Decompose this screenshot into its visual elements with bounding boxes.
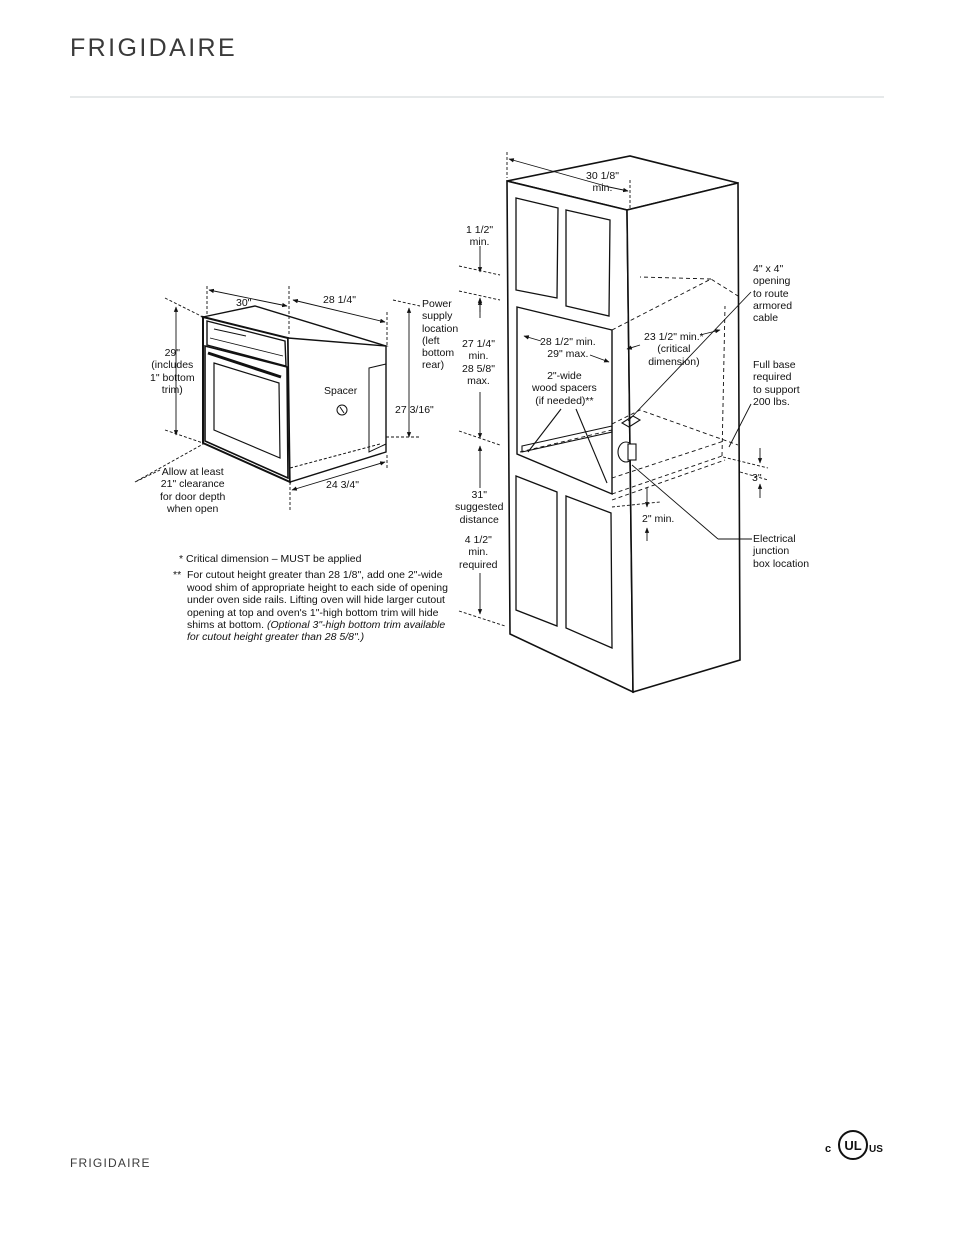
oven-base-depth-label: 24 3/4" <box>326 479 359 491</box>
power-supply-label: Power supply location (left bottom rear) <box>422 298 459 372</box>
cabinet-width-label: 30 1/8" min. <box>586 170 619 195</box>
cable-opening-label: 4" x 4" opening to route armored cable <box>753 263 793 325</box>
top-gap-label: 1 1/2" min. <box>466 224 494 249</box>
cutout-depth-label: 23 1/2" min.* (critical dimension) <box>644 331 704 368</box>
door-clearance-label: Allow at least 21" clearance for door depth when open <box>160 466 226 515</box>
cutout-width-label: 28 1/2" min. 29" max. <box>540 336 596 361</box>
ul-us-text: US <box>869 1144 883 1155</box>
brand-name-footer: FRIGIDAIRE <box>70 1156 151 1170</box>
installation-notes <box>173 553 458 644</box>
ul-certification-icon <box>820 1128 886 1162</box>
floor-gap-label: 4 1/2" min. required <box>459 534 498 571</box>
brand-name-header: FRIGIDAIRE <box>70 34 238 62</box>
oven-width-label: 30" <box>236 297 252 309</box>
critical-dimension-note: * Critical dimension – MUST be applied <box>179 553 362 565</box>
oven-side-height-label: 27 3/16" <box>395 404 434 416</box>
base-height-label: 3" <box>752 472 762 484</box>
shim-note-marker: ** <box>173 569 182 582</box>
brand-logo-footer <box>70 1156 151 1170</box>
oven-height-label: 29" (includes 1" bottom trim) <box>150 347 195 396</box>
shim-note <box>173 569 458 643</box>
ul-c-text: c <box>825 1143 832 1155</box>
full-base-label: Full base required to support 200 lbs. <box>753 359 800 408</box>
suggested-distance-label: 31" suggested distance <box>455 489 504 526</box>
bottom-gap-label: 2" min. <box>642 513 675 525</box>
shim-note-text: For cutout height greater than 28 1/8", add one 2"-wide wood shim of appropriate height to each side of opening under oven side rails. Lifting oven will hide larger cutout opening at top and oven's 1"-high bottom trim will hide shims at bottom. <box>187 569 448 632</box>
wood-spacers-label: 2"-wide wood spacers (if needed)** <box>532 370 597 407</box>
junction-box-label: Electrical junction box location <box>753 533 810 570</box>
oven-illustration <box>203 306 386 482</box>
spacer-label: Spacer <box>324 385 358 397</box>
oven-depth-label: 28 1/4" <box>323 294 356 306</box>
ul-mark-text: UL <box>844 1138 862 1153</box>
cutout-height-label: 27 1/4" min. 28 5/8" max. <box>462 338 495 387</box>
shim-note-optional: (Optional 3"-high bottom trim available for cutout height greater than 28 5/8".) <box>187 619 446 644</box>
